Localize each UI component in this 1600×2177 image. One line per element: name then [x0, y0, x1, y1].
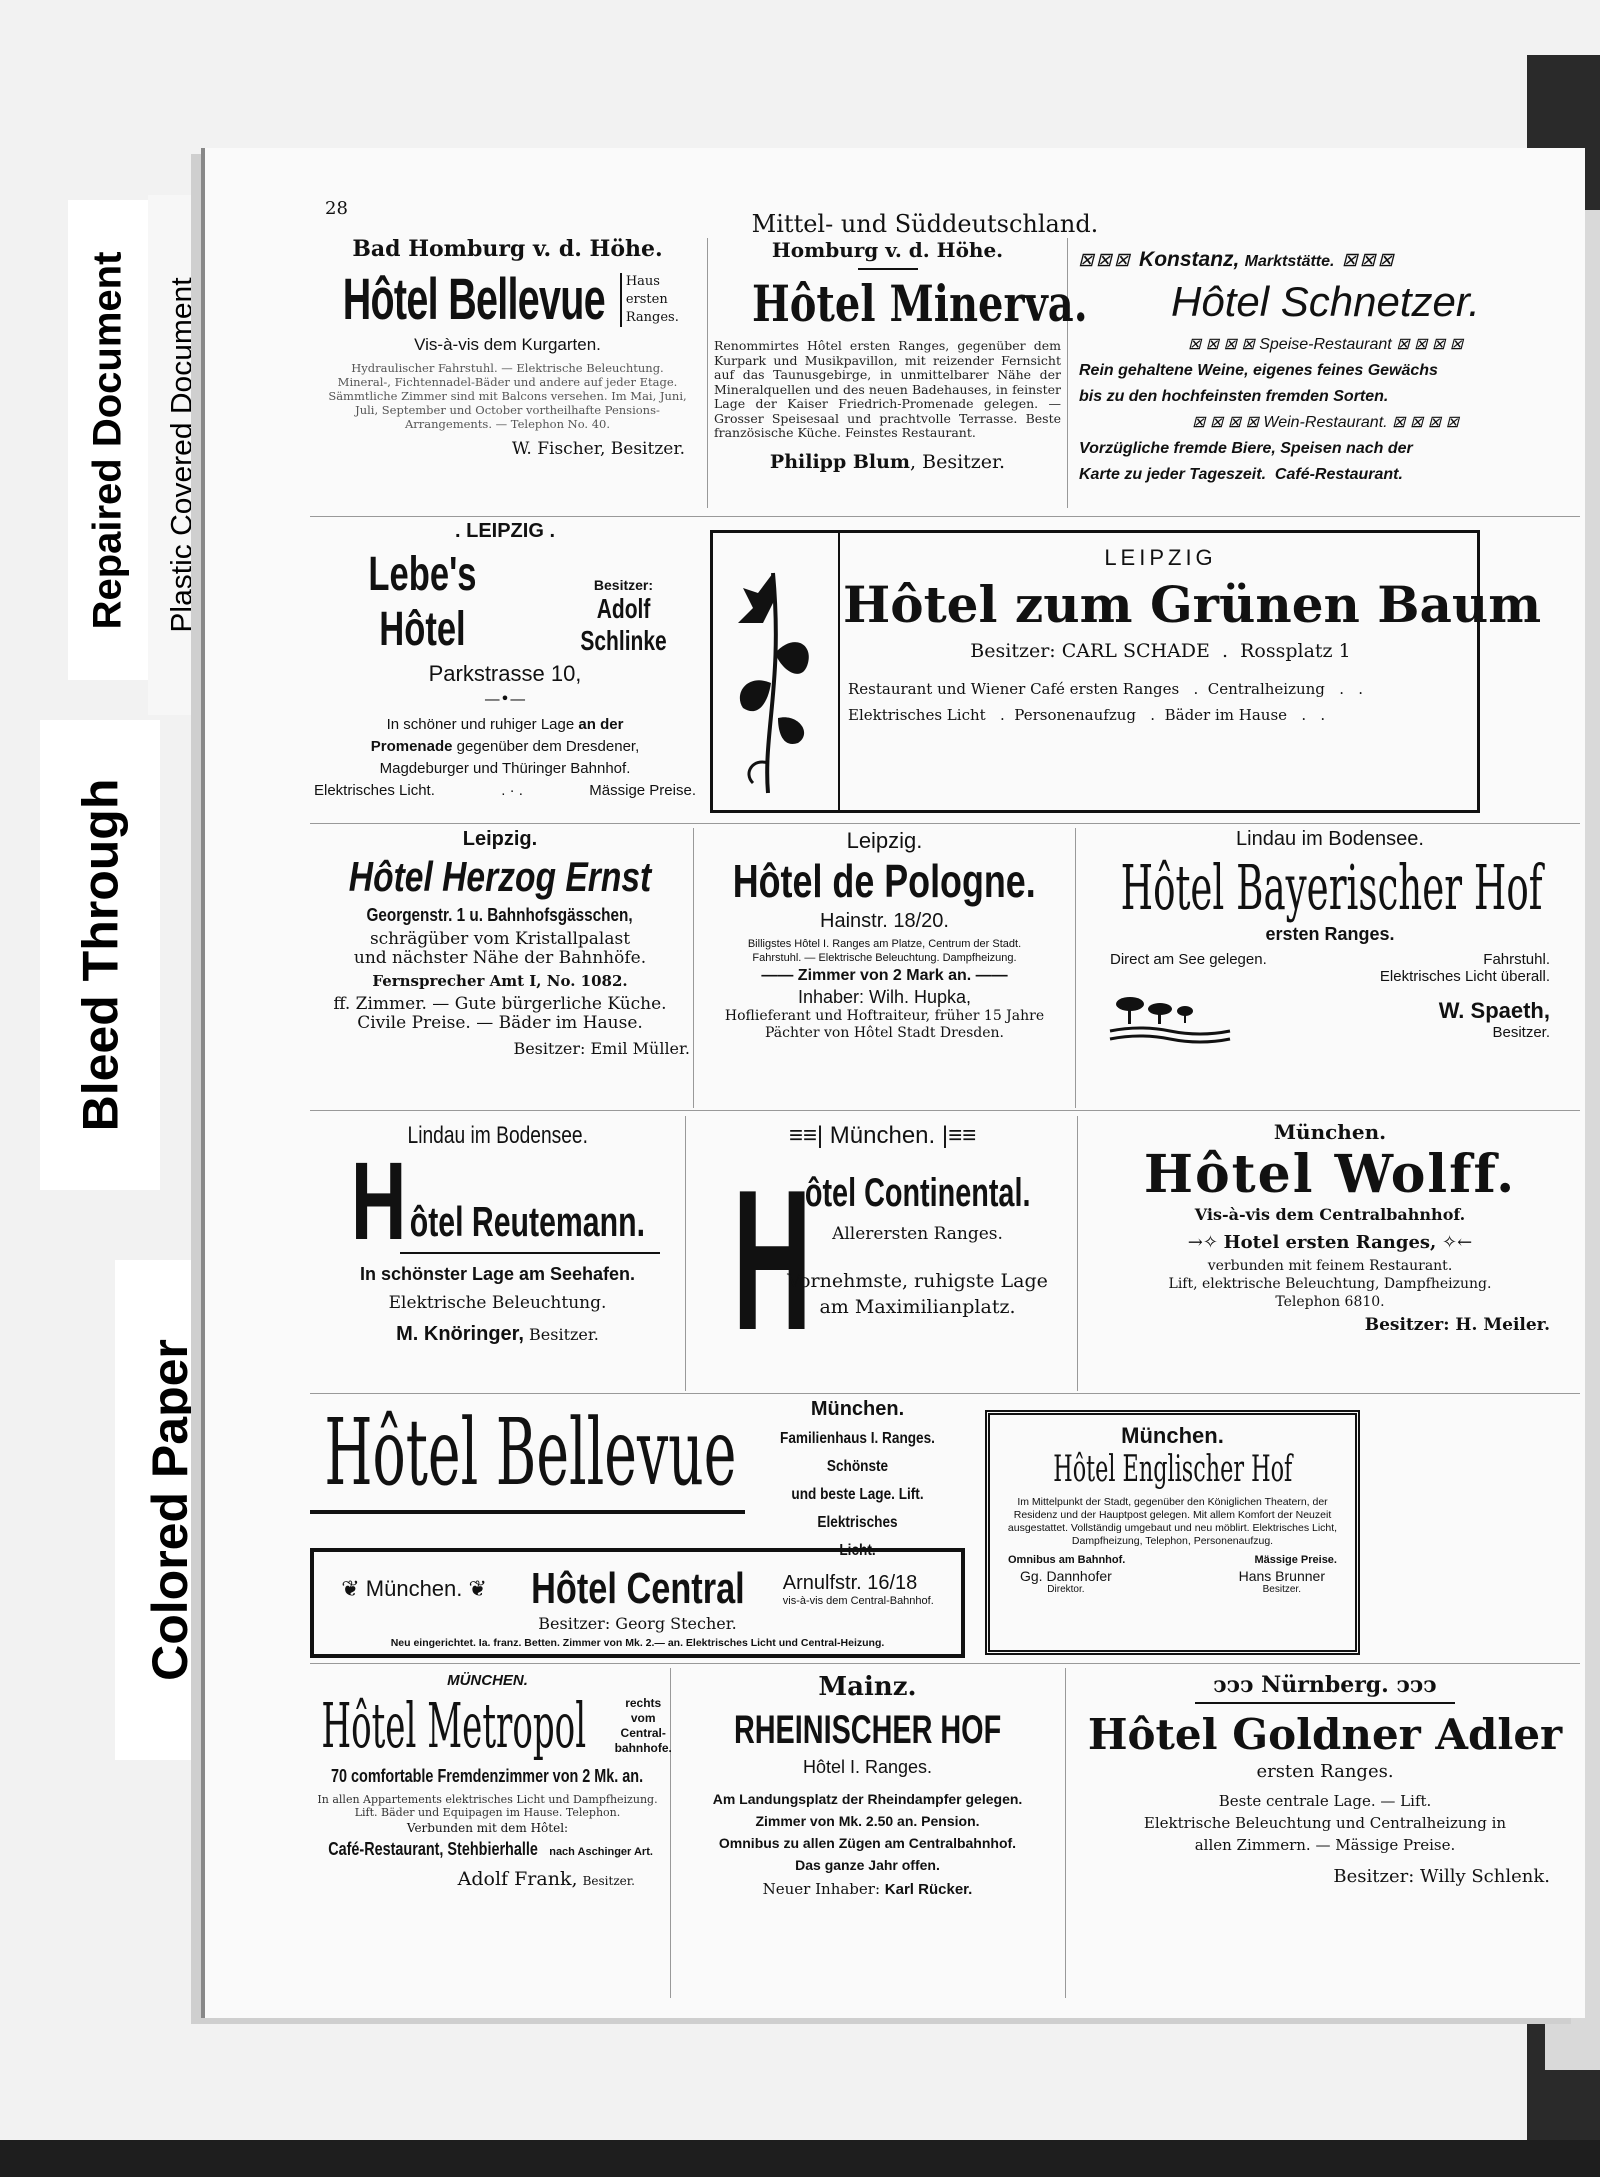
ad-text: allen Zimmern. — Mässige Preise.	[1194, 1836, 1456, 1854]
ad-text: Promenade	[370, 738, 453, 755]
ad-place: Leipzig.	[846, 828, 923, 853]
ad-place: Homburg v. d. Höhe.	[771, 238, 1004, 262]
divider	[707, 238, 708, 508]
ad-place: Lindau im Bodensee.	[407, 1122, 588, 1149]
badge-line: Ranges.	[625, 309, 679, 325]
ad-owner-label: Besitzer:	[593, 577, 654, 593]
ad-hotel-name: Hôtel Schnetzer.	[1171, 278, 1480, 325]
ad-owner-label: Neuer Inhaber:	[762, 1880, 881, 1898]
ad-text: Hotel ersten Ranges,	[1223, 1232, 1437, 1253]
divider	[310, 823, 1580, 824]
ad-text: Elektrisches Licht überall.	[1379, 968, 1550, 985]
ad-hotel-name: Hôtel Bellevue	[342, 267, 606, 332]
ad-hotel-wolff: München. Hôtel Wolff. Vis-à-vis dem Centralbahnhof. →✧ Hotel ersten Ranges, ✧← verbunden mit feinem Restaurant. Lift, elektrische Beleuchtung, Dampfheizung. Telephon 6810. Besitzer: H. Meiler.	[1080, 1116, 1580, 1391]
ad-line: Karte zu jeder Tageszeit.	[1079, 466, 1267, 483]
ad-initial: H	[732, 1149, 812, 1372]
ad-line: Rein gehaltene Weine, eigenes feines Gewächs	[1079, 362, 1438, 379]
divider	[1065, 1668, 1066, 1998]
label-repaired-document	[68, 200, 148, 680]
ad-hotel-de-pologne: Leipzig. Hôtel de Pologne. Hainstr. 18/20. Billigstes Hôtel I. Ranges am Platze, Centrum der Stadt. Fahrstuhl. — Elektrische Beleuchtung. Dampfheizung. —— Zimmer von 2 Mark an. —— Inhaber: Wilh. Hupka, Hoflieferant und Hoftraiteur, früher 15 Jahre Pächter von Hôtel Stadt Dresden.	[697, 828, 1072, 1108]
ad-place: Leipzig.	[462, 828, 538, 850]
ad-owner: Gg. Dannhofer	[1020, 1568, 1112, 1584]
label-plastic-text: Plastic Covered Document	[166, 277, 199, 633]
ad-line: Vorzügliche fremde Biere, Speisen nach der	[1079, 440, 1413, 457]
ad-text: Fahrstuhl. — Elektrische Beleuchtung. Dampfheizung.	[752, 952, 1017, 964]
ad-text: verbunden mit feinem Restaurant.	[1207, 1258, 1453, 1274]
ad-owner-suffix: , Besitzer.	[910, 450, 1006, 473]
ad-hotel-name: Hôtel Minerva.	[751, 274, 1088, 333]
divider	[310, 1663, 1580, 1664]
ad-text: Verbunden mit dem Hôtel:	[406, 1821, 569, 1835]
ad-line: Wein-Restaurant.	[1263, 414, 1388, 431]
ad-owner: Besitzer: Georg Stecher.	[538, 1614, 737, 1633]
ad-lebes-hotel: . LEIPZIG . Lebe's Hôtel Besitzer: Adolf Schlinke Parkstrasse 10, —•— In schöner und ruhiger Lage an der Promenade gegenüber dem Dresdener, Magdeburger und Thüringer Bahnhof. Elektrisches Licht. . · . Mässige Preise.	[310, 520, 700, 820]
badge-line: Haus	[625, 273, 660, 289]
ad-street: Hainstr. 18/20.	[820, 910, 949, 932]
ad-text: Billigstes Hôtel I. Ranges am Platze, Centrum der Stadt.	[747, 938, 1022, 950]
ad-text: Mässige Preise.	[1254, 1554, 1337, 1566]
scan-bottom-strip	[0, 2140, 1600, 2177]
ad-text: Renommirtes Hôtel ersten Ranges, gegenüber dem Kurpark und Musikpavillon, mit reizender Fernsicht auf das Taunusgebirge, in unmittelbarer Nähe der Mineralquellen und des neuen Badehauses, in feinster Lage der Kaiser Friedrich-Promenade gelegen. — Grosser Speisesaal und prachtvolle Terrasse. Beste französische Küche. Feinstes Restaurant.	[714, 338, 1061, 440]
side-line: vom	[630, 1710, 656, 1725]
ad-owner: Inhaber: Wilh. Hupka,	[797, 987, 972, 1007]
label-bleed-text: Bleed Through	[72, 778, 129, 1132]
ad-subtitle: Vis-à-vis dem Kurgarten.	[414, 335, 601, 354]
ad-hotel-bellevue-homburg	[310, 228, 705, 513]
ad-hotel-bellevue-muenchen: Hôtel Bellevue München. Familienhaus I. Ranges. Schönste und beste Lage. Lift. Elektrisches ~~~~~ Licht. ~~~~~	[310, 1398, 960, 1538]
ad-place: . LEIPZIG .	[454, 520, 555, 542]
ad-rank: ersten Ranges.	[1265, 924, 1395, 944]
ad-text: am Maximilianplatz.	[819, 1296, 1016, 1318]
ad-text: Café-Restaurant, Stehbierhalle	[328, 1839, 538, 1859]
ad-owner-role: Direktor.	[1047, 1584, 1085, 1595]
ad-place: München.	[1273, 1120, 1387, 1144]
ad-text: Pächter von Hôtel Stadt Dresden.	[764, 1025, 1005, 1041]
ad-text: und beste Lage. Lift. Elektrisches	[791, 1486, 924, 1531]
ad-street: Georgenstr. 1 u. Bahnhofsgässchen,	[366, 905, 634, 925]
ad-initial: H	[351, 1140, 407, 1263]
ad-hotel-name: Hôtel de Pologne.	[732, 855, 1037, 907]
ad-owner: W. Spaeth,	[1438, 997, 1550, 1023]
ad-text: Fahrstuhl.	[1483, 951, 1550, 968]
ad-hotel-name: Hôtel zum Grünen Baum	[843, 575, 1542, 634]
ad-hotel-name: Hôtel Herzog Ernst	[348, 853, 652, 900]
ad-hotel-goldner-adler: ↄↄↄ Nürnberg. ↄↄↄ Hôtel Goldner Adler ersten Ranges. Beste centrale Lage. — Lift. Elektrische Beleuchtung und Centralheizung in allen Zimmern. — Mässige Preise. Besitzer: Willy Schlenk.	[1070, 1668, 1580, 1998]
ad-line: Speise-Restaurant	[1259, 336, 1392, 353]
ad-owner: Adolf Frank,	[457, 1868, 578, 1890]
ad-text: und nächster Nähe der Bahnhöfe.	[353, 948, 647, 968]
ad-hotel-name: Hôtel Bellevue	[323, 1399, 737, 1506]
ad-text: In schönster Lage am Seehafen.	[359, 1264, 636, 1284]
side-line: bahnhofe.	[614, 1740, 672, 1755]
ad-text: Telephon 6810.	[1275, 1294, 1385, 1310]
ad-hotel-englischer-hof	[985, 1410, 1360, 1655]
divider	[685, 1116, 686, 1391]
ad-hotel-name: Hôtel Wolff.	[1143, 1144, 1517, 1205]
ad-text: Magdeburger und Thüringer Bahnhof.	[379, 760, 631, 777]
document-page	[205, 148, 1585, 2018]
side-line: rechts	[625, 1695, 662, 1710]
ad-address: vis-à-vis dem Central-Bahnhof.	[782, 1594, 934, 1607]
ad-place: München.	[1121, 1423, 1224, 1448]
ad-hotel-bayerischer-hof	[1080, 828, 1580, 1108]
divider	[1075, 828, 1076, 1108]
ad-owner: Karl Rücker.	[884, 1881, 973, 1898]
ad-text: nach Aschinger Art.	[549, 1846, 653, 1858]
ad-text: Das ganze Jahr offen.	[795, 1857, 940, 1873]
ad-owner: W. Fischer, Besitzer.	[511, 439, 685, 459]
ad-rank: Hôtel I. Ranges.	[802, 1757, 933, 1777]
ad-place: Nürnberg.	[1261, 1672, 1389, 1698]
ad-text: In schöner und ruhiger Lage	[386, 716, 575, 733]
ad-owner: Besitzer: H. Meiler.	[1364, 1315, 1550, 1335]
ad-owner: Besitzer: Emil Müller.	[513, 1039, 690, 1058]
ad-text: In allen Appartements elektrisches Licht und Dampfheizung. Lift. Bäder und Equipagen im Hause. Telephon.	[317, 1793, 658, 1819]
ad-text: Elektrische Beleuchtung.	[388, 1293, 607, 1313]
ad-text: Am Landungsplatz der Rheindampfer gelegen.	[712, 1791, 1023, 1807]
ad-address: Arnulfstr. 16/18	[782, 1571, 918, 1594]
ad-street: Parkstrasse 10,	[428, 661, 582, 686]
divider	[1077, 1116, 1078, 1391]
ad-text: Im Mittelpunkt der Stadt, gegenüber den Königlichen Theatern, der Residenz und der Hauptpost gelegen. Mit allem Komfort der Neuzeit ausgestattet. Vollständig umgebaut und neu möblirt. Elektrisches Licht, Dampfheizung, Telephon, Personenaufzug.	[1007, 1496, 1338, 1547]
ad-hotel-continental: ≡≡| München. |≡≡ H ôtel Continental. Allerersten Ranges. Vornehmste, ruhigste Lage am Maximilianplatz.	[690, 1116, 1075, 1391]
ad-owner: Besitzer: Willy Schlenk.	[1333, 1866, 1550, 1887]
ad-hotel-name: ôtel Continental.	[804, 1171, 1031, 1215]
divider	[310, 1110, 1580, 1111]
ad-owner: Besitzer: CARL SCHADE	[970, 640, 1210, 662]
label-bleed-through	[40, 720, 160, 1190]
ad-hotel-minerva	[710, 238, 1088, 513]
divider	[310, 1393, 1580, 1394]
ad-text: Elektrische Beleuchtung und Centralheizung in	[1143, 1814, 1507, 1832]
ad-hotel-name: Hôtel Metropol	[321, 1689, 587, 1762]
ad-hotel-name: Lebe's Hôtel	[368, 548, 477, 656]
ad-text: schrägüber vom Kristallpalast	[369, 929, 631, 949]
ad-hotel-name: RHEINISCHER HOF	[733, 1708, 1002, 1752]
ad-text: Restaurant und Wiener Café ersten Ranges	[848, 680, 1180, 698]
label-colored-text: Colored Paper	[142, 1339, 198, 1681]
ad-text: Vornehmste, ruhigste Lage	[787, 1270, 1048, 1292]
ad-owner-suffix: Besitzer.	[529, 1325, 599, 1344]
ad-owner-sub: Besitzer.	[1492, 1023, 1550, 1041]
divider	[693, 828, 694, 1108]
ad-text: an der	[578, 716, 624, 733]
ad-hotel-schnetzer: ⊠⊠⊠ Konstanz, Marktstätte. ⊠⊠⊠ Hôtel Schnetzer. ⊠ ⊠ ⊠ ⊠ Speise-Restaurant ⊠ ⊠ ⊠ ⊠ Rein gehaltene Weine, eigenes feines Gewächs bis zu den hochfeinsten fremden Sorten. ⊠ ⊠ ⊠ ⊠ Wein-Restaurant. ⊠ ⊠ ⊠ ⊠ Vorzügliche fremde Biere, Speisen nach der Karte zu jeder Tageszeit. Café-Restaurant.	[1073, 248, 1578, 513]
ad-place: Bad Homburg v. d. Höhe.	[352, 236, 663, 262]
ad-text: gegenüber dem Dresdener,	[456, 738, 640, 755]
ad-rank: Allerersten Ranges.	[832, 1224, 1003, 1244]
page-header: Mittel- und Süddeutschland.	[751, 210, 1099, 238]
ad-address: Rossplatz 1	[1240, 640, 1351, 662]
ad-text: Familienhaus I. Ranges. Schönste	[780, 1430, 935, 1475]
ad-line: bis zu den hochfeinsten fremden Sorten.	[1079, 388, 1389, 405]
lake-trees-icon	[1110, 989, 1230, 1049]
ad-text: Lift, elektrische Beleuchtung, Dampfheizung.	[1168, 1276, 1492, 1292]
ad-place: MÜNCHEN.	[447, 1672, 528, 1689]
plant-ornament	[713, 533, 840, 810]
ad-place: Konstanz,	[1139, 248, 1240, 271]
ad-line: Café-Restaurant.	[1274, 466, 1403, 483]
ad-hotel-gruenen-baum: LEIPZIG Hôtel zum Grünen Baum Besitzer: CARL SCHADE . Rossplatz 1 Restaurant und Wiener Café ersten Ranges . Centralheizung . . Elektrisches Licht . Personenaufzug . Bäder im Hause . .	[710, 530, 1480, 813]
ad-place: München.	[829, 1122, 936, 1149]
label-repaired-text: Repaired Document	[85, 251, 130, 629]
ad-rank: ersten Ranges.	[1256, 1761, 1394, 1782]
ad-text: Vis-à-vis dem Centralbahnhof.	[1194, 1205, 1466, 1224]
ad-text: Direct am See gelegen.	[1110, 951, 1267, 968]
ad-rheinischer-hof	[675, 1668, 1060, 1998]
badge-line: ersten	[625, 291, 668, 307]
ad-hotel-name: Hôtel Goldner Adler	[1087, 1710, 1563, 1759]
ad-hotel-name: Hôtel Central	[531, 1564, 745, 1613]
page-number: 28	[325, 198, 348, 219]
ad-owner-name: Philipp Blum	[769, 450, 911, 473]
ad-text: Licht.	[839, 1542, 876, 1559]
ad-text: Centralheizung	[1207, 680, 1325, 698]
ad-text: Mässige Preise.	[589, 782, 696, 799]
ad-text: 70 comfortable Fremdenzimmer von 2 Mk. an.	[331, 1766, 644, 1786]
ad-text: Civile Preise. — Bäder im Hause.	[357, 1013, 643, 1033]
ad-text: Personenaufzug	[1014, 706, 1136, 724]
ad-owner: Adolf Schlinke	[580, 593, 667, 656]
ad-text: ff. Zimmer. — Gute bürgerliche Küche.	[333, 994, 667, 1014]
ad-phone: Fernsprecher Amt I, No. 1082.	[372, 972, 628, 990]
ad-text: Omnibus am Bahnhof.	[1008, 1554, 1126, 1566]
ad-hotel-metropol	[310, 1668, 672, 1998]
ad-hotel-name: Hôtel Englischer Hof	[1052, 1449, 1293, 1490]
ad-owner-role: Besitzer.	[1262, 1584, 1301, 1595]
ad-place: München.	[365, 1576, 463, 1601]
ad-hotel-name: ôtel Reutemann.	[409, 1198, 645, 1245]
ad-place: Lindau im Bodensee.	[1236, 828, 1424, 850]
ad-hotel-reutemann	[310, 1116, 685, 1391]
divider	[310, 516, 1580, 517]
ad-text: Elektrisches Licht	[848, 706, 986, 724]
ad-owner-suffix: Besitzer.	[582, 1874, 635, 1888]
ad-text: Beste centrale Lage. — Lift.	[1218, 1792, 1432, 1810]
ad-place: Mainz.	[818, 1672, 917, 1702]
ad-hotel-central: ❦ München. ❦ Hôtel Central Arnulfstr. 16/18 vis-à-vis dem Central-Bahnhof. Besitzer: Georg Stecher. Neu eingerichtet. Ia. franz. Betten. Zimmer von Mk. 2.— an. Elektrisches Licht und Central-Heizung.	[310, 1548, 965, 1658]
ad-text: Elektrisches Licht.	[314, 782, 435, 799]
ad-hotel-name: Hôtel Bayerischer Hof	[1120, 851, 1543, 924]
ad-text: Zimmer von 2 Mark an.	[797, 967, 972, 984]
ad-text: Omnibus zu allen Zügen am Centralbahnhof.	[718, 1835, 1017, 1851]
ad-text: Neu eingerichtet. Ia. franz. Betten. Zimmer von Mk. 2.— an. Elektrisches Licht und Central-Heizung.	[390, 1637, 885, 1649]
ad-place-sub: Marktstätte.	[1244, 253, 1335, 270]
ad-text: Hydraulischer Fahrstuhl. — Elektrische Beleuchtung. Mineral-, Fichtennadel-Bäder und andere auf jeder Etage. Sämmtliche Zimmer sind mit Balcons versehen. Im Mai, Juni, Juli, September und October vortheilhafte Pensions-Arrangements. — Telephon No. 40.	[328, 361, 687, 431]
ad-place: München.	[810, 1398, 905, 1420]
ad-place: LEIPZIG	[1104, 545, 1217, 570]
ad-owner: Hans Brunner	[1238, 1568, 1325, 1584]
ad-owner: M. Knöringer,	[396, 1323, 524, 1345]
side-line: Central-	[620, 1725, 666, 1740]
ad-text: Zimmer von Mk. 2.50 an. Pension.	[755, 1813, 980, 1829]
plant-icon	[713, 533, 838, 810]
ad-text: Hoflieferant und Hoftraiteur, früher 15 Jahre	[724, 1008, 1045, 1024]
ad-text: Bäder im Hause	[1164, 706, 1288, 724]
ad-hotel-herzog-ernst	[310, 828, 690, 1108]
